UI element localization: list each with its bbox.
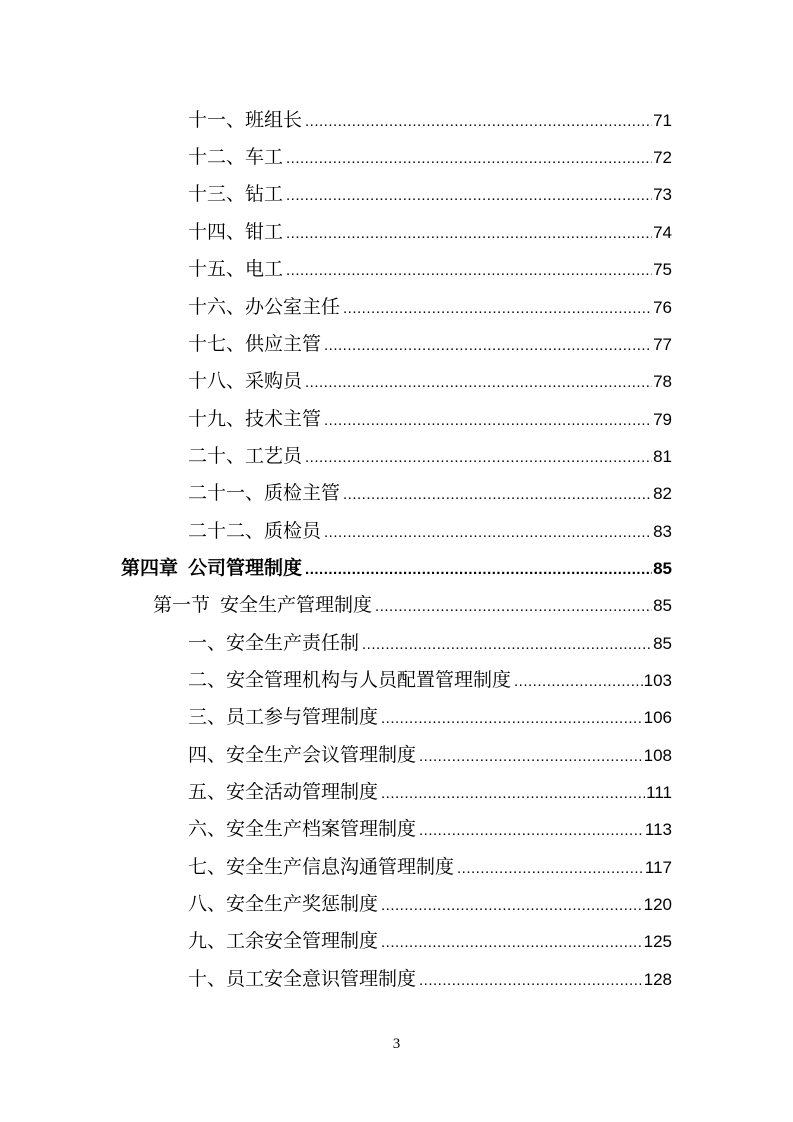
toc-entry[interactable] [188,181,672,207]
toc-section-entry[interactable] [153,592,672,618]
dot-leader [362,632,652,658]
toc-entry-label: 十八、采购员 [188,370,303,392]
toc-chapter-entry[interactable] [121,555,672,581]
dot-leader [514,669,643,695]
toc-entry-page: 113 [644,820,672,839]
dot-leader [419,744,643,770]
toc-entry[interactable] [188,518,672,544]
toc-entry-label: 十二、车工 [188,146,284,168]
toc-entry-page: 125 [643,932,672,951]
toc-entry-page: 71 [653,111,672,130]
toc-entry[interactable] [188,331,672,357]
toc-entry-page: 74 [653,223,672,242]
dot-leader [305,109,652,135]
toc-entry-label: 八、安全生产奖惩制度 [188,893,379,915]
dot-leader [286,221,652,247]
toc-entry-page: 78 [653,372,672,391]
toc-entry-label: 十五、电工 [188,258,284,280]
toc-entry[interactable] [188,816,672,842]
toc-entry[interactable] [188,256,672,282]
toc-entry[interactable] [188,704,672,730]
toc-entry[interactable] [188,443,672,469]
toc-entry[interactable] [188,667,672,693]
section-title: 安全生产管理制度 [220,594,373,616]
toc-entry[interactable] [188,966,672,992]
toc-entry[interactable] [188,144,672,170]
toc-entry-label: 一、安全生产责任制 [188,632,360,654]
toc-entry[interactable] [188,294,672,320]
toc-entry-page: 76 [653,298,672,317]
toc-entry-page: 128 [643,970,672,989]
section-number: 第一节 [153,594,211,616]
toc-entry-page: 85 [653,559,672,578]
toc-entry[interactable] [188,107,672,133]
toc-entry-page: 83 [653,522,672,541]
toc-entry-label: 二、安全管理机构与人员配置管理制度 [188,669,512,691]
toc-entry-label: 十九、技术主管 [188,408,322,430]
toc-entry[interactable] [188,779,672,805]
dot-leader [343,482,652,508]
dot-leader [324,333,652,359]
toc-entry[interactable] [188,630,672,656]
toc-entry-label: 四、安全生产会议管理制度 [188,744,417,766]
dot-leader [305,445,652,471]
toc-entry-page: 120 [643,895,672,914]
page-number: 3 [392,1036,401,1052]
dot-leader [286,146,652,172]
toc-entry-page: 106 [643,708,672,727]
dot-leader [324,408,652,434]
toc-entry-page: 81 [653,447,672,466]
toc-entry[interactable] [188,406,672,432]
toc-entry-page: 85 [653,634,672,653]
toc-entry-page: 103 [643,671,672,690]
toc-entry[interactable] [188,854,672,880]
toc-entry-label: 七、安全生产信息沟通管理制度 [188,856,455,878]
toc-entry-label: 十、员工安全意识管理制度 [188,968,417,990]
dot-leader [457,856,644,882]
dot-leader [375,594,652,620]
dot-leader [419,968,643,994]
toc-entry[interactable] [188,480,672,506]
toc-entry-page: 111 [646,783,672,802]
toc-entry-label: 十四、钳工 [188,221,284,243]
toc-entry-page: 79 [653,410,672,429]
toc-entry-page: 75 [653,260,672,279]
dot-leader [324,520,652,546]
toc-entry-label: 二十、工艺员 [188,445,303,467]
toc-chapter-label [121,555,302,581]
toc-entry-page: 82 [653,484,672,503]
toc-entry-page: 85 [653,596,672,615]
dot-leader [381,781,645,807]
dot-leader [381,706,643,732]
dot-leader [381,930,643,956]
toc-entry-label: 十三、钻工 [188,183,284,205]
toc-entry[interactable] [188,891,672,917]
chapter-title: 公司管理制度 [188,557,303,579]
toc-entry-page: 77 [653,335,672,354]
dot-leader [286,183,652,209]
toc-entry-label: 三、员工参与管理制度 [188,706,379,728]
toc-entry-page: 72 [653,148,672,167]
toc-entry-label: 五、安全活动管理制度 [188,781,379,803]
toc-entry-label: 二十一、质检主管 [188,482,341,504]
toc-entry-label: 十一、班组长 [188,109,303,131]
toc-entry-label: 二十二、质检员 [188,520,322,542]
dot-leader [286,258,652,284]
dot-leader [305,557,652,583]
toc-entry-label: 十六、办公室主任 [188,296,341,318]
dot-leader [419,818,644,844]
dot-leader [305,370,652,396]
toc-entry[interactable] [188,219,672,245]
toc-entry[interactable] [188,742,672,768]
toc-entry-page: 117 [644,858,672,877]
toc-section-label [153,592,372,618]
dot-leader [381,893,643,919]
toc-entry-page: 108 [643,746,672,765]
toc-entry-label: 九、工余安全管理制度 [188,930,379,952]
toc-entry[interactable] [188,928,672,954]
toc-entry[interactable] [188,368,672,394]
dot-leader [343,296,652,322]
chapter-number: 第四章 [121,557,179,579]
toc-entry-page: 73 [653,185,672,204]
toc-entry-label: 六、安全生产档案管理制度 [188,818,417,840]
toc-entry-label: 十七、供应主管 [188,333,322,355]
